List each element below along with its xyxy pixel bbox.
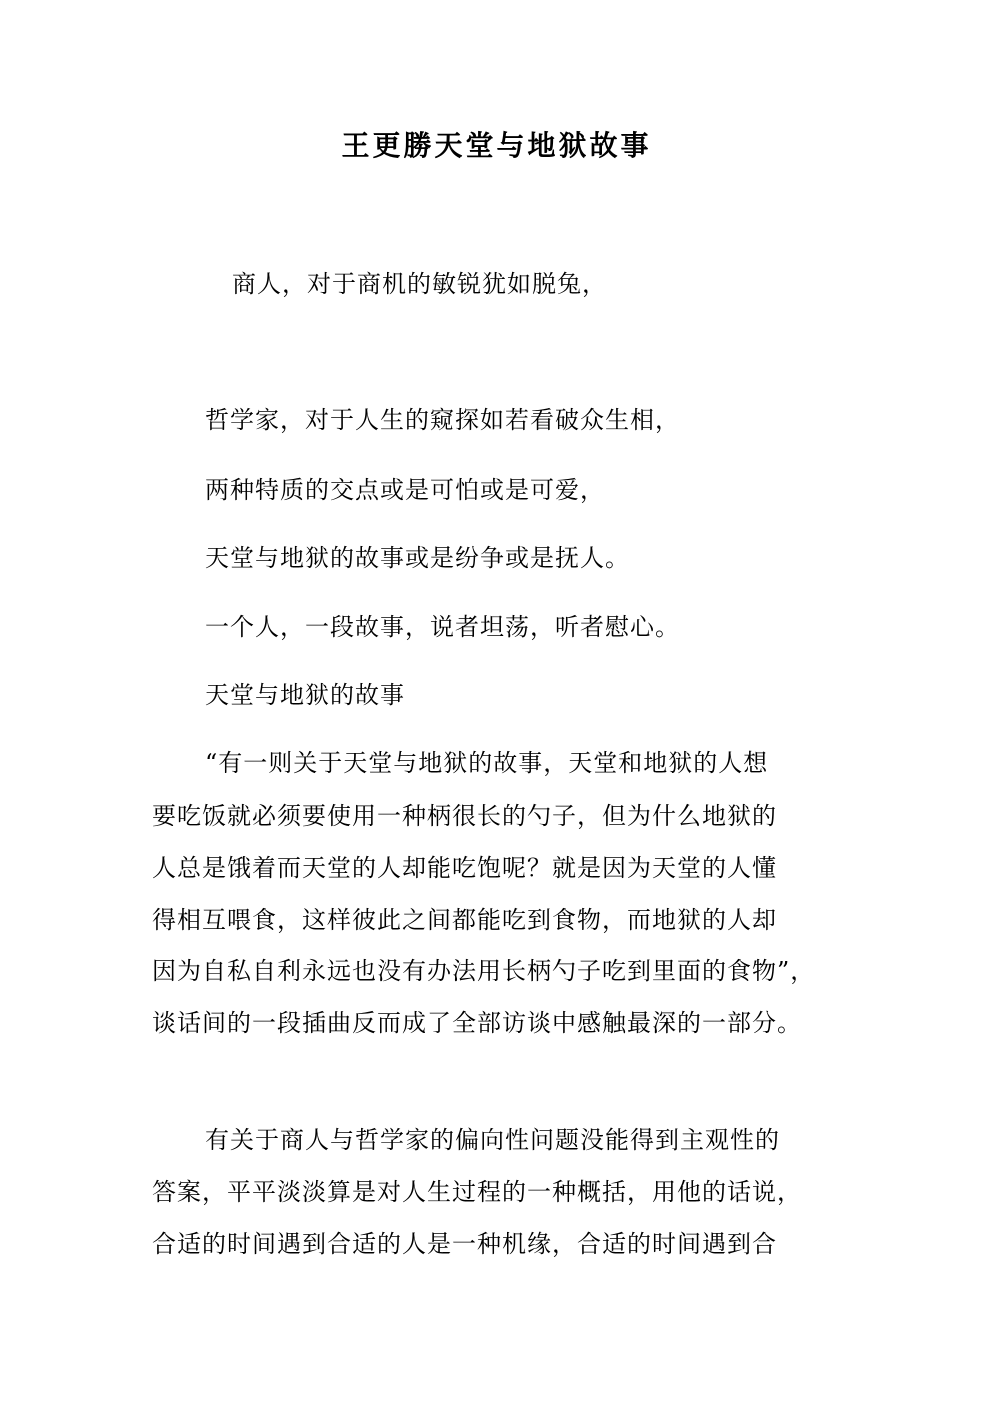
paragraph-line: 有关于商人与哲学家的偏向性问题没能得到主观性的 bbox=[205, 1126, 780, 1154]
paragraph-line: 要吃饭就必须要使用一种柄很长的勺子，但为什么地狱的 bbox=[152, 802, 777, 830]
paragraph-line: 因为自私自利永远也没有办法用长柄勺子吃到里面的食物”， bbox=[152, 957, 816, 985]
paragraph-line: 答案，平平淡淡算是对人生过程的一种概括，用他的话说， bbox=[152, 1178, 802, 1206]
paragraph-line: 天堂与地狱的故事或是纷争或是抚人。 bbox=[205, 544, 630, 572]
paragraph-line: 人总是饿着而天堂的人却能吃饱呢？就是因为天堂的人懂 bbox=[152, 854, 777, 882]
paragraph-line: 商人，对于商机的敏锐犹如脱兔， bbox=[232, 270, 607, 298]
paragraph-line: 谈话间的一段插曲反而成了全部访谈中感触最深的一部分。 bbox=[152, 1009, 802, 1037]
paragraph-line: 哲学家，对于人生的窥探如若看破众生相， bbox=[205, 406, 680, 434]
paragraph-line: 一个人，一段故事，说者坦荡，听者慰心。 bbox=[205, 613, 680, 641]
paragraph-line: 合适的时间遇到合适的人是一种机缘，合适的时间遇到合 bbox=[152, 1230, 777, 1258]
paragraph-line: 两种特质的交点或是可怕或是可爱， bbox=[205, 476, 605, 504]
document-title: 王更勝天堂与地狱故事 bbox=[341, 129, 652, 162]
paragraph-line: 得相互喂食，这样彼此之间都能吃到食物，而地狱的人却 bbox=[152, 906, 777, 934]
paragraph-line: “有一则关于天堂与地狱的故事，天堂和地狱的人想 bbox=[205, 749, 769, 777]
section-heading: 天堂与地狱的故事 bbox=[205, 681, 405, 709]
